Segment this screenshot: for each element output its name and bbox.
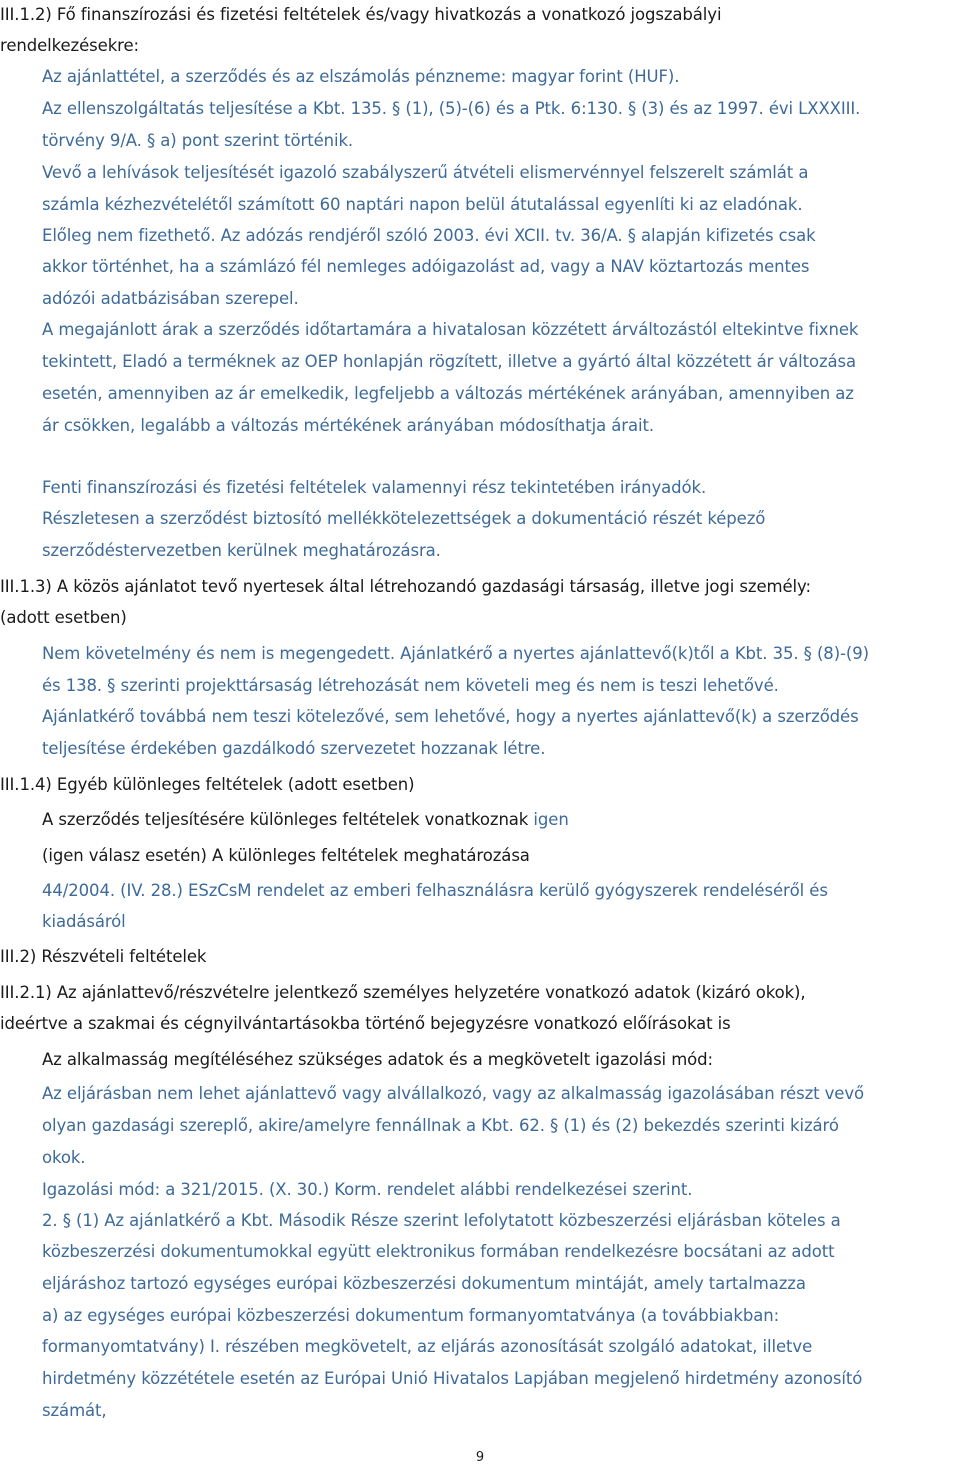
line-text: 2. § (1) Az ajánlatkérő a Kbt. Második Része szerint lefolytatott közbeszerzési eljárásban köteles a bbox=[42, 1211, 841, 1230]
line-text: Részletesen a szerződést biztosító mellékkötelezettségek a dokumentáció részét képező bbox=[42, 509, 766, 528]
body-text-line bbox=[42, 540, 441, 562]
line-text: törvény 9/A. § a) pont szerint történik. bbox=[42, 131, 354, 150]
section-heading-line bbox=[0, 35, 139, 57]
line-text: Az ellenszolgáltatás teljesítése a Kbt. 135. § (1), (5)-(6) és a Ptk. 6:130. § (3) és az 1997. évi LXXXIII. bbox=[42, 99, 861, 118]
body-text-line bbox=[42, 66, 679, 88]
body-text-line bbox=[42, 194, 802, 216]
line-text: hirdetmény közzététele esetén az Európai Unió Hivatalos Lapjában megjelenő hirdetmény azonosító bbox=[42, 1369, 863, 1388]
section-heading-line bbox=[0, 1013, 731, 1035]
body-text-line bbox=[42, 1336, 812, 1358]
line-text: formanyomtatvány) I. részében megkövetelt, az eljárás azonosítását szolgáló adatokat, illetve bbox=[42, 1337, 813, 1356]
body-text-line bbox=[42, 1368, 862, 1390]
line-text: (adott esetben) bbox=[0, 608, 127, 627]
line-text: III.1.3) A közös ajánlatot tevő nyertesek által létrehozandó gazdasági társaság, illetve jogi személy: bbox=[0, 577, 811, 596]
line-text: teljesítése érdekében gazdálkodó szervezetet hozzanak létre. bbox=[42, 739, 546, 758]
line-text: A szerződés teljesítésére különleges feltételek vonatkoznak bbox=[42, 810, 529, 829]
body-text-line bbox=[42, 98, 860, 120]
section-heading-line bbox=[42, 809, 569, 831]
line-text: közbeszerzési dokumentumokkal együtt elektronikus formában rendelkezésre bocsátani az adott bbox=[42, 1242, 835, 1261]
line-text: olyan gazdasági szereplő, akire/amelyre fennállnak a Kbt. 62. § (1) és (2) bekezdés szerinti kizáró bbox=[42, 1116, 839, 1135]
line-text: számla kézhezvételétől számított 60 naptári napon belül átutalással egyenlíti ki az eladónak. bbox=[42, 195, 803, 214]
body-text-line bbox=[42, 1115, 839, 1137]
line-text: szerződéstervezetben kerülnek meghatározásra. bbox=[42, 541, 441, 560]
body-text-line bbox=[42, 130, 353, 152]
body-text-line bbox=[42, 1083, 864, 1105]
line-text: Vevő a lehívások teljesítését igazoló szabályszerű átvételi elismervénnyel felszerelt számlát a bbox=[42, 163, 809, 182]
line-text: Nem követelmény és nem is megengedett. Ajánlatkérő a nyertes ajánlattevő(k)től a Kbt. 35. § (8)-(9) bbox=[42, 644, 869, 663]
body-text-line bbox=[42, 288, 299, 310]
line-text: Az ajánlattétel, a szerződés és az elszámolás pénzneme: magyar forint (HUF). bbox=[42, 67, 680, 86]
line-text: ideértve a szakmai és cégnyilvántartásokba történő bejegyzésre vonatkozó előírásokat is bbox=[0, 1014, 731, 1033]
body-text-line bbox=[42, 415, 654, 437]
body-text-line bbox=[42, 1273, 806, 1295]
line-text: III.1.4) Egyéb különleges feltételek (adott esetben) bbox=[0, 775, 415, 794]
section-heading-line bbox=[0, 982, 806, 1004]
body-text-line bbox=[42, 1305, 779, 1327]
line-text: III.2) Részvételi feltételek bbox=[0, 947, 207, 966]
line-text: és 138. § szerinti projekttársaság létrehozását nem követeli meg és nem is teszi lehetővé. bbox=[42, 676, 779, 695]
line-text: 44/2004. (IV. 28.) ESzCsM rendelet az emberi felhasználásra kerülő gyógyszerek rendeléséről és bbox=[42, 881, 828, 900]
line-text: kiadásáról bbox=[42, 912, 126, 931]
section-heading-line bbox=[42, 845, 530, 867]
body-text-line bbox=[42, 1210, 841, 1232]
section-heading-line bbox=[0, 607, 127, 629]
line-text: a) az egységes európai közbeszerzési dokumentum formanyomtatványa (a továbbiakban: bbox=[42, 1306, 780, 1325]
body-text-line bbox=[42, 1147, 85, 1169]
body-text-line bbox=[42, 256, 809, 278]
body-text-line bbox=[42, 911, 126, 933]
line-text: Előleg nem fizethető. Az adózás rendjéről szóló 2003. évi XCII. tv. 36/A. § alapján kifizetés csak bbox=[42, 226, 816, 245]
body-text-line bbox=[42, 351, 856, 373]
body-text-line bbox=[42, 508, 765, 530]
line-text: tekintett, Eladó a terméknek az OEP honlapján rögzített, illetve a gyártó által közzétett ár változása bbox=[42, 352, 857, 371]
section-heading-line bbox=[0, 4, 721, 26]
body-text-line bbox=[42, 675, 779, 697]
line-text: Igazolási mód: a 321/2015. (X. 30.) Korm. rendelet alábbi rendelkezései szerint. bbox=[42, 1180, 693, 1199]
body-text-line bbox=[42, 225, 816, 247]
body-text-line bbox=[42, 477, 706, 499]
body-text-line bbox=[42, 706, 859, 728]
body-text-line bbox=[42, 643, 869, 665]
line-text: esetén, amennyiben az ár emelkedik, legfeljebb a változás mértékének arányában, amennyiben az bbox=[42, 384, 854, 403]
line-text: ár csökken, legalább a változás mértékének arányában módosíthatja árait. bbox=[42, 416, 654, 435]
line-text: III.1.2) Fő finanszírozási és fizetési feltételek és/vagy hivatkozás a vonatkozó jogszabályi bbox=[0, 5, 722, 24]
line-text: számát, bbox=[42, 1401, 107, 1420]
line-text: adózói adatbázisában szerepel. bbox=[42, 289, 299, 308]
section-heading-line bbox=[0, 576, 811, 598]
section-heading-line bbox=[42, 1049, 713, 1071]
body-text-line bbox=[42, 319, 858, 341]
line-text: eljáráshoz tartozó egységes európai közbeszerzési dokumentum mintáját, amely tartalmazza bbox=[42, 1274, 806, 1293]
line-text: Ajánlatkérő továbbá nem teszi kötelezővé, sem lehetővé, hogy a nyertes ajánlattevő(k) a szerződés bbox=[42, 707, 859, 726]
section-heading-line bbox=[0, 774, 414, 796]
line-text: okok. bbox=[42, 1148, 86, 1167]
body-text-line bbox=[42, 1400, 107, 1422]
body-text-line bbox=[42, 738, 545, 760]
page-number: 9 bbox=[475, 1450, 485, 1465]
line-text: rendelkezésekre: bbox=[0, 36, 140, 55]
answer-value: igen bbox=[528, 810, 569, 829]
line-text: A megajánlott árak a szerződés időtartamára a hivatalosan közzétett árváltozástól eltekintve fixnek bbox=[42, 320, 859, 339]
body-text-line bbox=[42, 1179, 692, 1201]
line-text: akkor történhet, ha a számlázó fél nemleges adóigazolást ad, vagy a NAV köztartozás mentes bbox=[42, 257, 810, 276]
line-text: (igen válasz esetén) A különleges feltételek meghatározása bbox=[42, 846, 530, 865]
body-text-line bbox=[42, 162, 808, 184]
body-text-line bbox=[42, 1241, 834, 1263]
body-text-line bbox=[42, 880, 828, 902]
line-text: Fenti finanszírozási és fizetési feltételek valamennyi rész tekintetében irányadók. bbox=[42, 478, 707, 497]
line-text: III.2.1) Az ajánlattevő/részvételre jelentkező személyes helyzetére vonatkozó adatok (kizáró okok), bbox=[0, 983, 806, 1002]
section-heading-line bbox=[0, 946, 206, 968]
line-text: Az eljárásban nem lehet ajánlattevő vagy alvállalkozó, vagy az alkalmasság igazolásában részt vevő bbox=[42, 1084, 865, 1103]
line-text: Az alkalmasság megítéléséhez szükséges adatok és a megkövetelt igazolási mód: bbox=[42, 1050, 713, 1069]
body-text-line bbox=[42, 383, 854, 405]
